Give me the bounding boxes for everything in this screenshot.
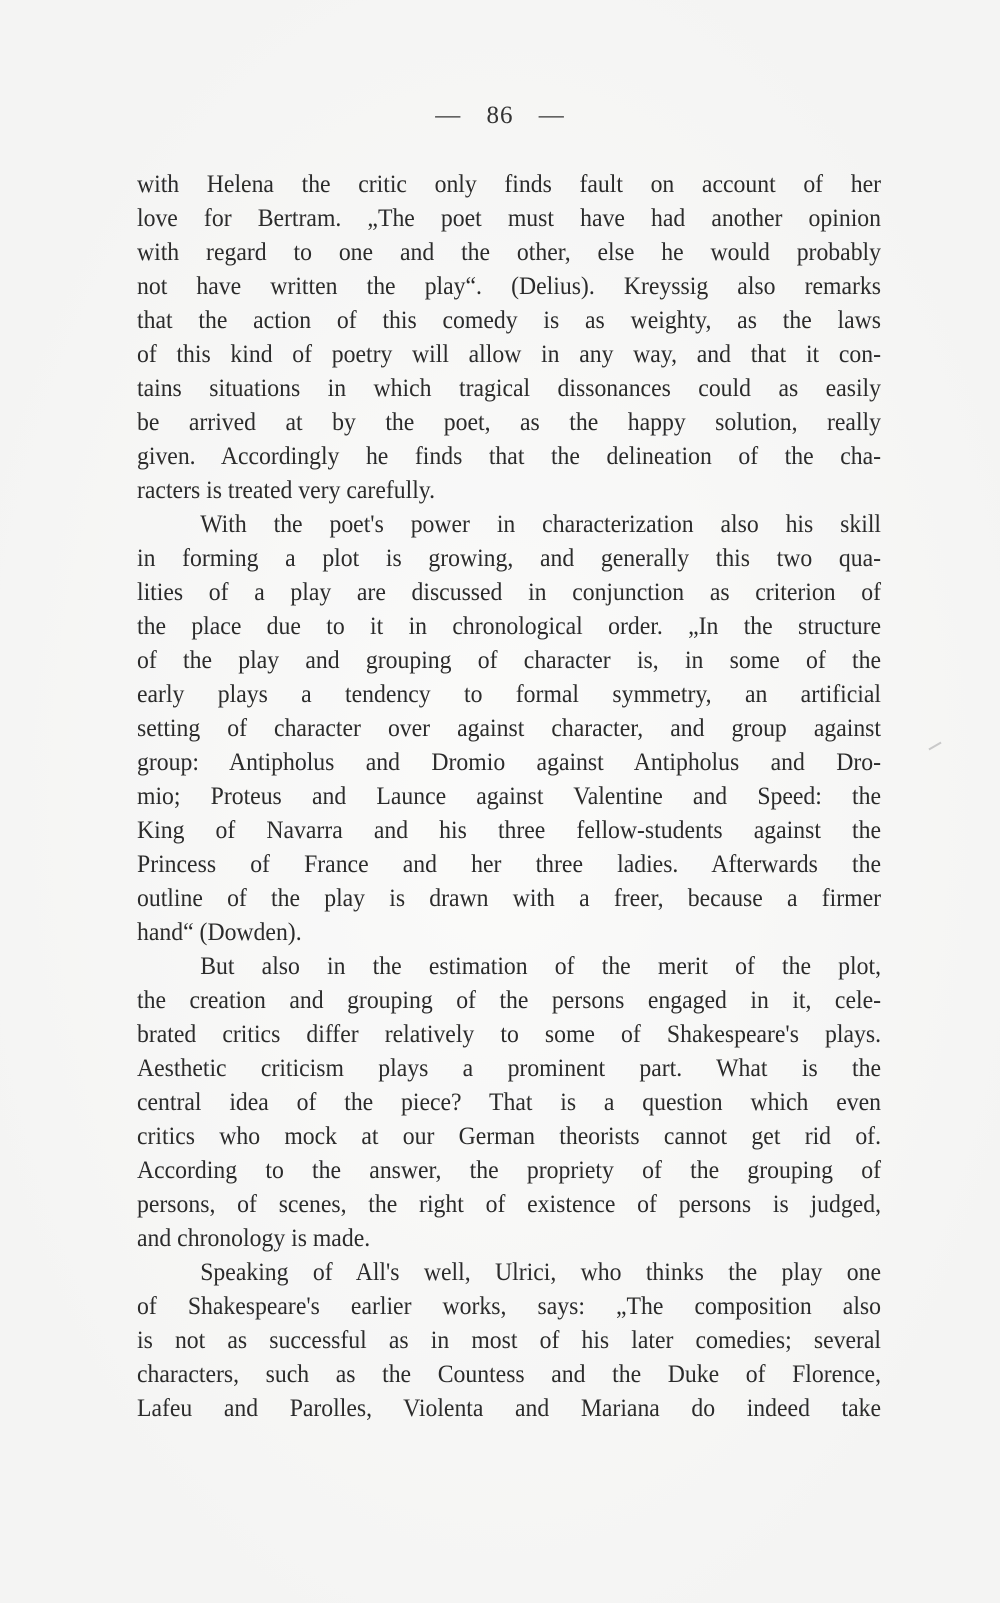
text-line: Princess of France and her three ladies. Afterwards the bbox=[137, 849, 881, 878]
text-line: With the poet's power in characterization also his skill bbox=[200, 509, 882, 538]
text-line: group: Antipholus and Dromio against Antipholus and Dro- bbox=[137, 747, 881, 776]
text-line: of this kind of poetry will allow in any way, and that it con- bbox=[137, 339, 881, 368]
page-number-dash-right: — bbox=[538, 102, 565, 129]
text-line: is not as successful as in most of his later comedies; several bbox=[137, 1325, 881, 1354]
text-line: mio; Proteus and Launce against Valentine and Speed: the bbox=[137, 781, 881, 810]
text-line: Lafeu and Parolles, Violenta and Mariana do indeed take bbox=[137, 1393, 881, 1422]
text-line: racters is treated very carefully. bbox=[137, 475, 436, 504]
text-line: be arrived at by the poet, as the happy solution, really bbox=[137, 407, 881, 436]
text-line: and chronology is made. bbox=[137, 1223, 371, 1252]
text-line: Speaking of All's well, Ulrici, who thinks the play one bbox=[200, 1257, 882, 1286]
text-line: that the action of this comedy is as weighty, as the laws bbox=[137, 305, 881, 334]
page-number-header bbox=[0, 102, 1000, 130]
text-line: hand“ (Dowden). bbox=[137, 917, 302, 946]
text-line: outline of the play is drawn with a freer, because a firmer bbox=[137, 883, 881, 912]
text-line: According to the answer, the propriety of the grouping of bbox=[137, 1155, 881, 1184]
page-number-dash-left: — bbox=[435, 102, 462, 129]
text-line: love for Bertram. „The poet must have had another opinion bbox=[137, 203, 881, 232]
page-number: 86 bbox=[486, 102, 514, 129]
text-line: in forming a plot is growing, and generally this two qua- bbox=[137, 543, 881, 572]
text-line: with Helena the critic only finds fault on account of her bbox=[137, 169, 881, 198]
text-line: tains situations in which tragical dissonances could as easily bbox=[137, 373, 881, 402]
paragraph-1 bbox=[137, 167, 881, 507]
paper-speck bbox=[928, 742, 941, 751]
text-line: the creation and grouping of the persons engaged in it, cele- bbox=[137, 985, 881, 1014]
text-line: persons, of scenes, the right of existence of persons is judged, bbox=[137, 1189, 881, 1218]
text-line: setting of character over against character, and group against bbox=[137, 713, 881, 742]
text-line: central idea of the piece? That is a question which even bbox=[137, 1087, 881, 1116]
text-line: King of Navarra and his three fellow-students against the bbox=[137, 815, 881, 844]
text-line: of the play and grouping of character is, in some of the bbox=[137, 645, 881, 674]
paragraph-2 bbox=[137, 507, 881, 949]
paragraph-4 bbox=[137, 1255, 881, 1425]
text-line: of Shakespeare's earlier works, says: „The composition also bbox=[137, 1291, 881, 1320]
text-line: lities of a play are discussed in conjunction as criterion of bbox=[137, 577, 881, 606]
text-line: with regard to one and the other, else he would probably bbox=[137, 237, 881, 266]
text-line: given. Accordingly he finds that the delineation of the cha- bbox=[137, 441, 881, 470]
text-line: characters, such as the Countess and the Duke of Florence, bbox=[137, 1359, 881, 1388]
text-line: But also in the estimation of the merit of the plot, bbox=[200, 951, 882, 980]
paragraph-3 bbox=[137, 949, 881, 1255]
text-line: not have written the play“. (Delius). Kreyssig also remarks bbox=[137, 271, 881, 300]
text-line: Aesthetic criticism plays a prominent part. What is the bbox=[137, 1053, 881, 1082]
text-line: the place due to it in chronological order. „In the structure bbox=[137, 611, 881, 640]
text-line: early plays a tendency to formal symmetry, an artificial bbox=[137, 679, 881, 708]
text-line: brated critics differ relatively to some of Shakespeare's plays. bbox=[137, 1019, 881, 1048]
body-text bbox=[137, 167, 881, 1425]
text-line: critics who mock at our German theorists cannot get rid of. bbox=[137, 1121, 881, 1150]
